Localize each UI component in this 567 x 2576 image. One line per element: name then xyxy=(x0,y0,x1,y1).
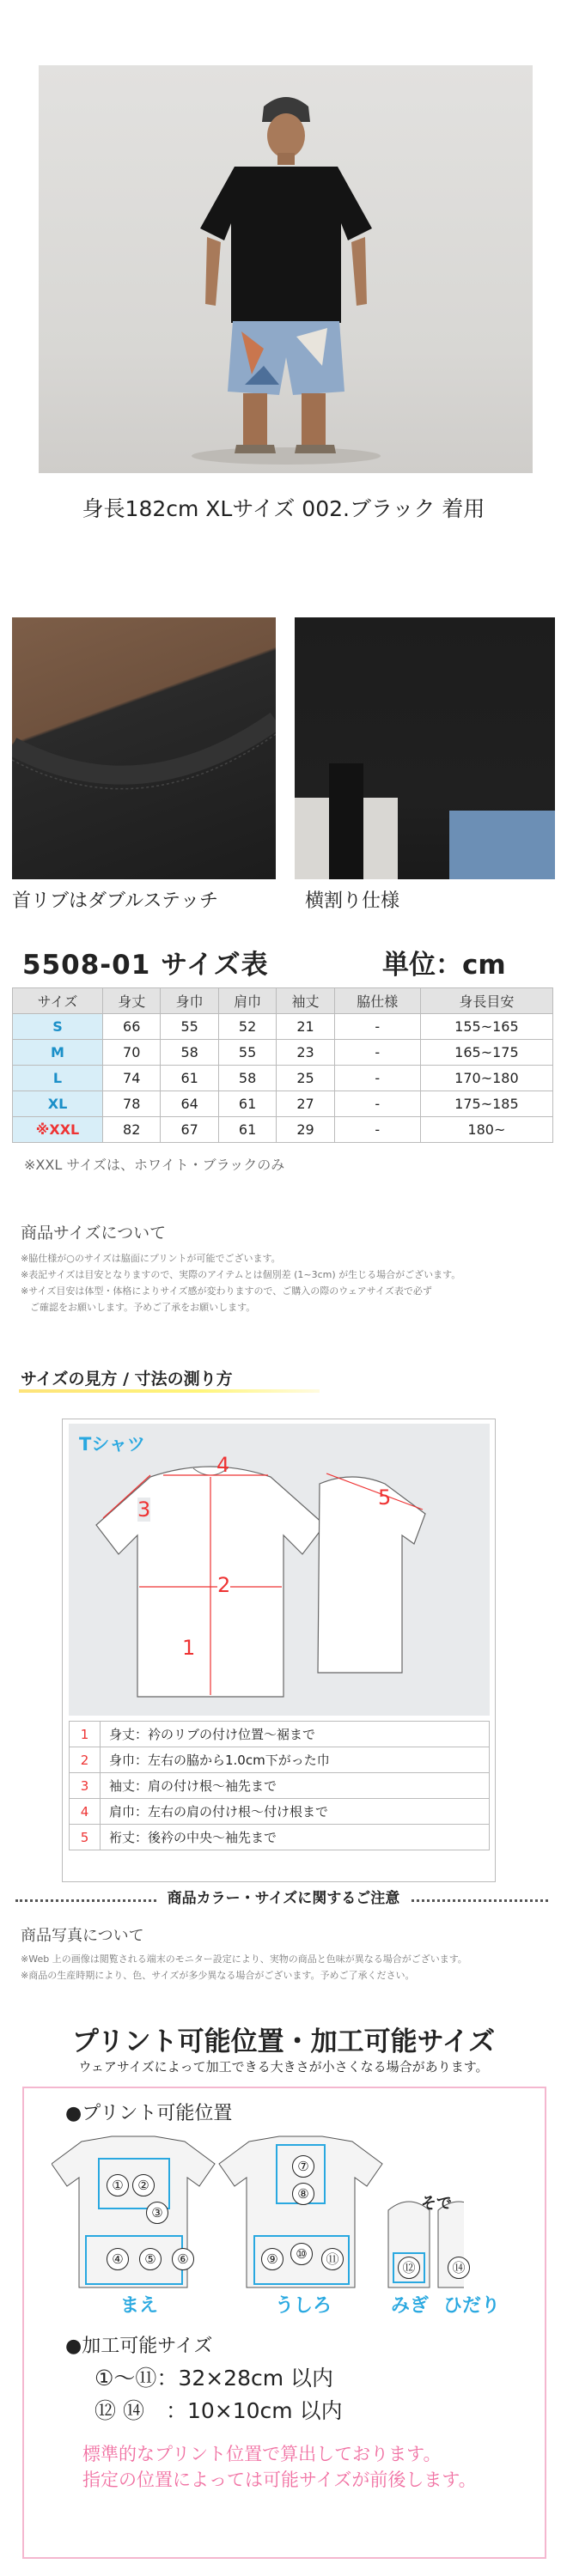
howto-heading: サイズの見方 / 寸法の測り方 xyxy=(21,1370,233,1388)
caution-subheading: 商品写真について xyxy=(21,1927,144,1945)
pos-7: ⑦ xyxy=(292,2155,314,2178)
note-line: ※脇仕様が○のサイズは脇面にプリントが可能でございます。 xyxy=(21,1253,281,1264)
hem-photo xyxy=(295,617,555,879)
size-about-heading: 商品サイズについて xyxy=(21,1224,167,1242)
cell: 66 xyxy=(103,1014,161,1040)
col-header: 袖丈 xyxy=(277,988,334,1014)
print-title: プリント可能位置・加工可能サイズ xyxy=(71,2026,496,2057)
table-row xyxy=(70,1825,490,1850)
marker-4: 4 xyxy=(216,1453,230,1477)
size-cell: S xyxy=(13,1014,103,1040)
col-header: サイズ xyxy=(13,988,103,1014)
size-range: ①～⑪： xyxy=(94,2366,179,2391)
label-right: みぎ xyxy=(391,2295,430,2317)
table-row xyxy=(13,1040,553,1066)
item-no: 4 xyxy=(70,1799,101,1825)
item-text: 身巾：左右の脇から1.0cm下がった巾 xyxy=(101,1747,490,1773)
size-cell: XL xyxy=(13,1091,103,1117)
cell: 70 xyxy=(103,1040,161,1066)
tshirt-diagram xyxy=(69,1424,490,1716)
size-cell: L xyxy=(13,1066,103,1091)
tshirt-label: Tシャツ xyxy=(79,1434,145,1455)
item-no: 3 xyxy=(70,1773,101,1799)
cell: 21 xyxy=(277,1014,334,1040)
cell: 61 xyxy=(218,1091,276,1117)
cell: - xyxy=(334,1091,420,1117)
label-back: うしろ xyxy=(275,2295,332,2317)
pos-12: ⑫ xyxy=(398,2257,420,2279)
tshirt-outline xyxy=(69,1424,490,1716)
cell: 25 xyxy=(277,1066,334,1091)
col-header: 身巾 xyxy=(161,988,218,1014)
note-line: ※サイズ目安は体型・体格によりサイズ感が変わりますので、ご購入の際のウェアサイズ表で必ず xyxy=(21,1285,432,1297)
label-front: まえ xyxy=(120,2295,159,2317)
pos-5: ⑤ xyxy=(139,2248,162,2270)
pos-14: ⑭ xyxy=(448,2257,470,2279)
pos-8: ⑧ xyxy=(292,2183,314,2205)
marker-2: 2 xyxy=(217,1573,231,1597)
cell: 23 xyxy=(277,1040,334,1066)
marker-5: 5 xyxy=(378,1485,392,1510)
cell: 58 xyxy=(161,1040,218,1066)
size-range: ⑫ ⑭ ： xyxy=(94,2398,187,2423)
cell: 180~ xyxy=(420,1117,552,1143)
cell: 61 xyxy=(218,1117,276,1143)
table-row xyxy=(70,1722,490,1747)
cell: - xyxy=(334,1014,420,1040)
table-row xyxy=(13,1091,553,1117)
col-header: 肩巾 xyxy=(218,988,276,1014)
marker-3: 3 xyxy=(137,1498,151,1522)
cell: 64 xyxy=(161,1091,218,1117)
label-left: ひだり xyxy=(443,2295,501,2317)
item-no: 1 xyxy=(70,1722,101,1747)
collar-caption: 首リブはダブルステッチ xyxy=(12,890,219,912)
positions-heading: ●プリント可能位置 xyxy=(65,2103,233,2124)
pos-1: ① xyxy=(107,2174,129,2196)
footnote-1: 標準的なプリント位置で算出しております。 xyxy=(82,2444,442,2464)
size-value: 32×28cm 以内 xyxy=(178,2366,334,2391)
item-no: 5 xyxy=(70,1825,101,1850)
size-value: 10×10cm 以内 xyxy=(186,2398,343,2423)
footnote-2: 指定の位置によっては可能サイズが前後します。 xyxy=(82,2470,477,2490)
cell: 29 xyxy=(277,1117,334,1143)
cell: - xyxy=(334,1117,420,1143)
cell: 155~165 xyxy=(420,1014,552,1040)
cell: 58 xyxy=(218,1066,276,1091)
cell: - xyxy=(334,1040,420,1066)
model-photo xyxy=(39,65,533,473)
sizes-heading: ●加工可能サイズ xyxy=(65,2336,213,2357)
table-row xyxy=(70,1747,490,1773)
cell: 52 xyxy=(218,1014,276,1040)
cell: 78 xyxy=(103,1091,161,1117)
item-text: 袖丈：肩の付け根～袖先まで xyxy=(101,1773,490,1799)
model-figure xyxy=(39,65,533,473)
item-text: 身丈：衿のリブの付け位置～裾まで xyxy=(101,1722,490,1747)
size-unit: 単位：cm xyxy=(382,950,506,981)
caution-heading-text: 商品カラー・サイズに関するご注意 xyxy=(157,1890,411,1907)
cell: 165~175 xyxy=(420,1040,552,1066)
note-line: ※Web 上の画像は閲覧される端末のモニター設定により、実物の商品と色味が異なる場合がございます。 xyxy=(21,1953,467,1965)
hero-caption: 身長182cm XLサイズ 002.ブラック 着用 xyxy=(82,496,485,521)
cell: 74 xyxy=(103,1066,161,1091)
size-range-2 xyxy=(94,2394,343,2425)
sleeve-label: そで xyxy=(421,2195,452,2213)
table-row xyxy=(70,1799,490,1825)
cell: 27 xyxy=(277,1091,334,1117)
xxl-note: ※XXL サイズは、ホワイト・ブラックのみ xyxy=(24,1157,285,1173)
note-line: ※商品の生産時期により、色、サイズが多少異なる場合がございます。予めご了承ください。 xyxy=(21,1970,415,1981)
cell: 175~185 xyxy=(420,1091,552,1117)
col-header: 身長目安 xyxy=(420,988,552,1014)
size-range-1 xyxy=(94,2361,333,2392)
cell: 82 xyxy=(103,1117,161,1143)
cell: - xyxy=(334,1066,420,1091)
table-row xyxy=(13,1117,553,1143)
size-cell: M xyxy=(13,1040,103,1066)
cell: 67 xyxy=(161,1117,218,1143)
size-table xyxy=(12,987,553,1143)
print-subtitle: ウェアサイズによって加工できる大きさが小さくなる場合があります。 xyxy=(78,2059,489,2075)
marker-1: 1 xyxy=(182,1636,196,1660)
item-no: 2 xyxy=(70,1747,101,1773)
cell: 55 xyxy=(218,1040,276,1066)
item-text: 肩巾：左右の肩の付け根～付け根まで xyxy=(101,1799,490,1825)
size-cell: ※XXL xyxy=(13,1117,103,1143)
pos-6: ⑥ xyxy=(172,2248,194,2270)
pos-2: ② xyxy=(132,2174,155,2196)
col-header: 身丈 xyxy=(103,988,161,1014)
collar-photo xyxy=(12,617,276,879)
table-row xyxy=(13,1066,553,1091)
size-header-row xyxy=(13,988,553,1014)
measure-table xyxy=(69,1721,490,1850)
pos-10: ⑩ xyxy=(290,2243,313,2265)
caution-heading xyxy=(0,1886,567,1907)
table-row xyxy=(70,1773,490,1799)
cell: 61 xyxy=(161,1066,218,1091)
pos-4: ④ xyxy=(107,2248,129,2270)
note-line: ※表記サイズは目安となりますので、実際のアイテムとは個別差 (1~3cm) が生じる場合がございます。 xyxy=(21,1269,461,1280)
cell: 170~180 xyxy=(420,1066,552,1091)
item-text: 裄丈：後衿の中央～袖先まで xyxy=(101,1825,490,1850)
size-table-title: 5508-01 サイズ表 xyxy=(22,950,269,981)
caution-notes xyxy=(21,1951,553,1984)
size-about-notes xyxy=(21,1250,553,1315)
collar-rib xyxy=(12,617,276,879)
table-row xyxy=(13,1014,553,1040)
note-line: ご確認をお願いします。予めご了承をお願いします。 xyxy=(21,1302,256,1313)
pos-11: ⑪ xyxy=(321,2248,344,2270)
pos-9: ⑨ xyxy=(261,2248,284,2270)
hem-detail xyxy=(295,617,555,879)
cell: 55 xyxy=(161,1014,218,1040)
heading-underline xyxy=(19,1389,320,1393)
pos-3: ③ xyxy=(146,2202,168,2224)
hem-caption: 横割り仕様 xyxy=(305,890,400,912)
col-header: 脇仕様 xyxy=(334,988,420,1014)
